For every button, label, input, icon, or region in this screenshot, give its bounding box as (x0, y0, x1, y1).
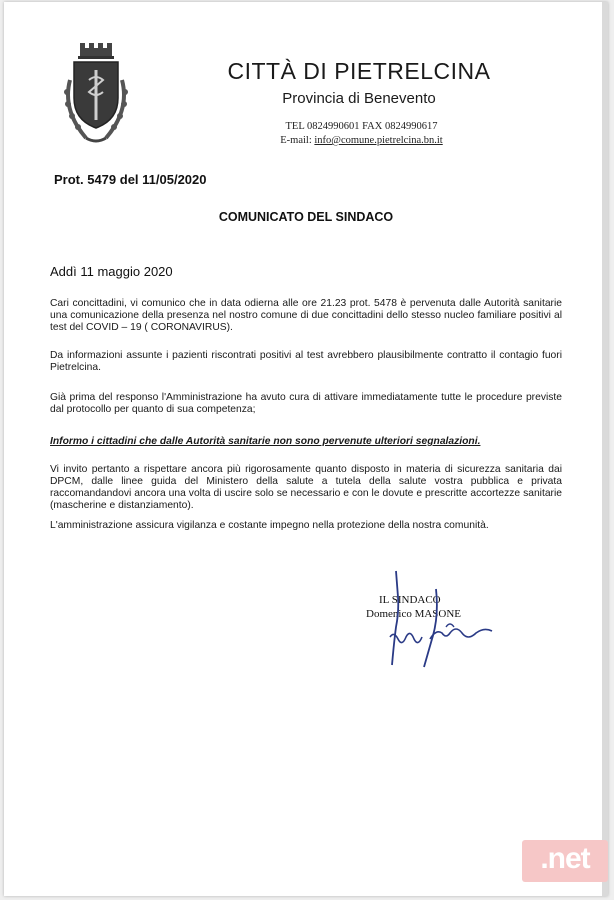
phone-fax: TEL 0824990601 FAX 0824990617 (285, 121, 438, 132)
paragraph-closing: L'amministrazione assicura vigilanza e costante impegno nella protezione della nostra comunità. (50, 520, 489, 531)
paragraph-contagion-origin: Da informazioni assunte i pazienti riscontrati positivi al test avrebbero plausibilmente contratto il contagio fuori Pietrelcina. (50, 350, 562, 373)
signatory-name: Domenico MASONE (366, 608, 462, 620)
email-label: E-mail: (280, 135, 315, 146)
paragraph-announcement: Cari concittadini, vi comunico che in data odierna alle ore 21.23 prot. 5478 è pervenuta dalle Autorità sanitarie una comunicazione della presenza nel nostro comune di due concittadini dello stesso nucleo familiare positivi al test del COVID – 19 ( CORONAVIRUS). (50, 298, 562, 333)
contact-info (234, 120, 489, 148)
document-heading: COMUNICATO DEL SINDACO (218, 210, 394, 224)
paragraph-procedures: Già prima del responso l'Amministrazione ha avuto cura di attivare immediatamente tutte le procedure previste dal protocollo per quanto di sua competenza; (50, 392, 562, 415)
handwritten-signature-icon (384, 567, 499, 672)
paragraph-notice: Informo i cittadini che dalle Autorità sanitarie non sono pervenute ulteriori segnalazioni. (50, 436, 481, 447)
watermark-text: .net (540, 842, 590, 875)
protocol-number: Prot. 5479 del 11/05/2020 (54, 172, 207, 187)
signature-title: IL SINDACO (379, 594, 441, 606)
document-date: Addì 11 maggio 2020 (50, 264, 173, 279)
site-watermark (522, 840, 608, 882)
document-page (4, 2, 608, 896)
email-link[interactable]: info@comune.pietrelcina.bn.it (314, 135, 443, 146)
municipality-title: CITTÀ DI PIETRELCINA (227, 58, 491, 84)
email-line (234, 134, 489, 148)
province-subtitle: Provincia di Benevento (282, 90, 436, 107)
municipal-crest-icon (56, 40, 136, 150)
paragraph-recommendations: Vi invito pertanto a rispettare ancora più rigorosamente quanto disposto in materia di sicurezza sanitaria dai DPCM, dalle linee guida del Ministero della salute a tutela della salute vostra pubblica e privata raccomandandovi ancora una volta di uscire solo se necessario e con le dovute e prescritte accortezze sanitarie (mascherine e distanziamento). (50, 464, 562, 511)
page-edge-shadow (602, 2, 608, 896)
